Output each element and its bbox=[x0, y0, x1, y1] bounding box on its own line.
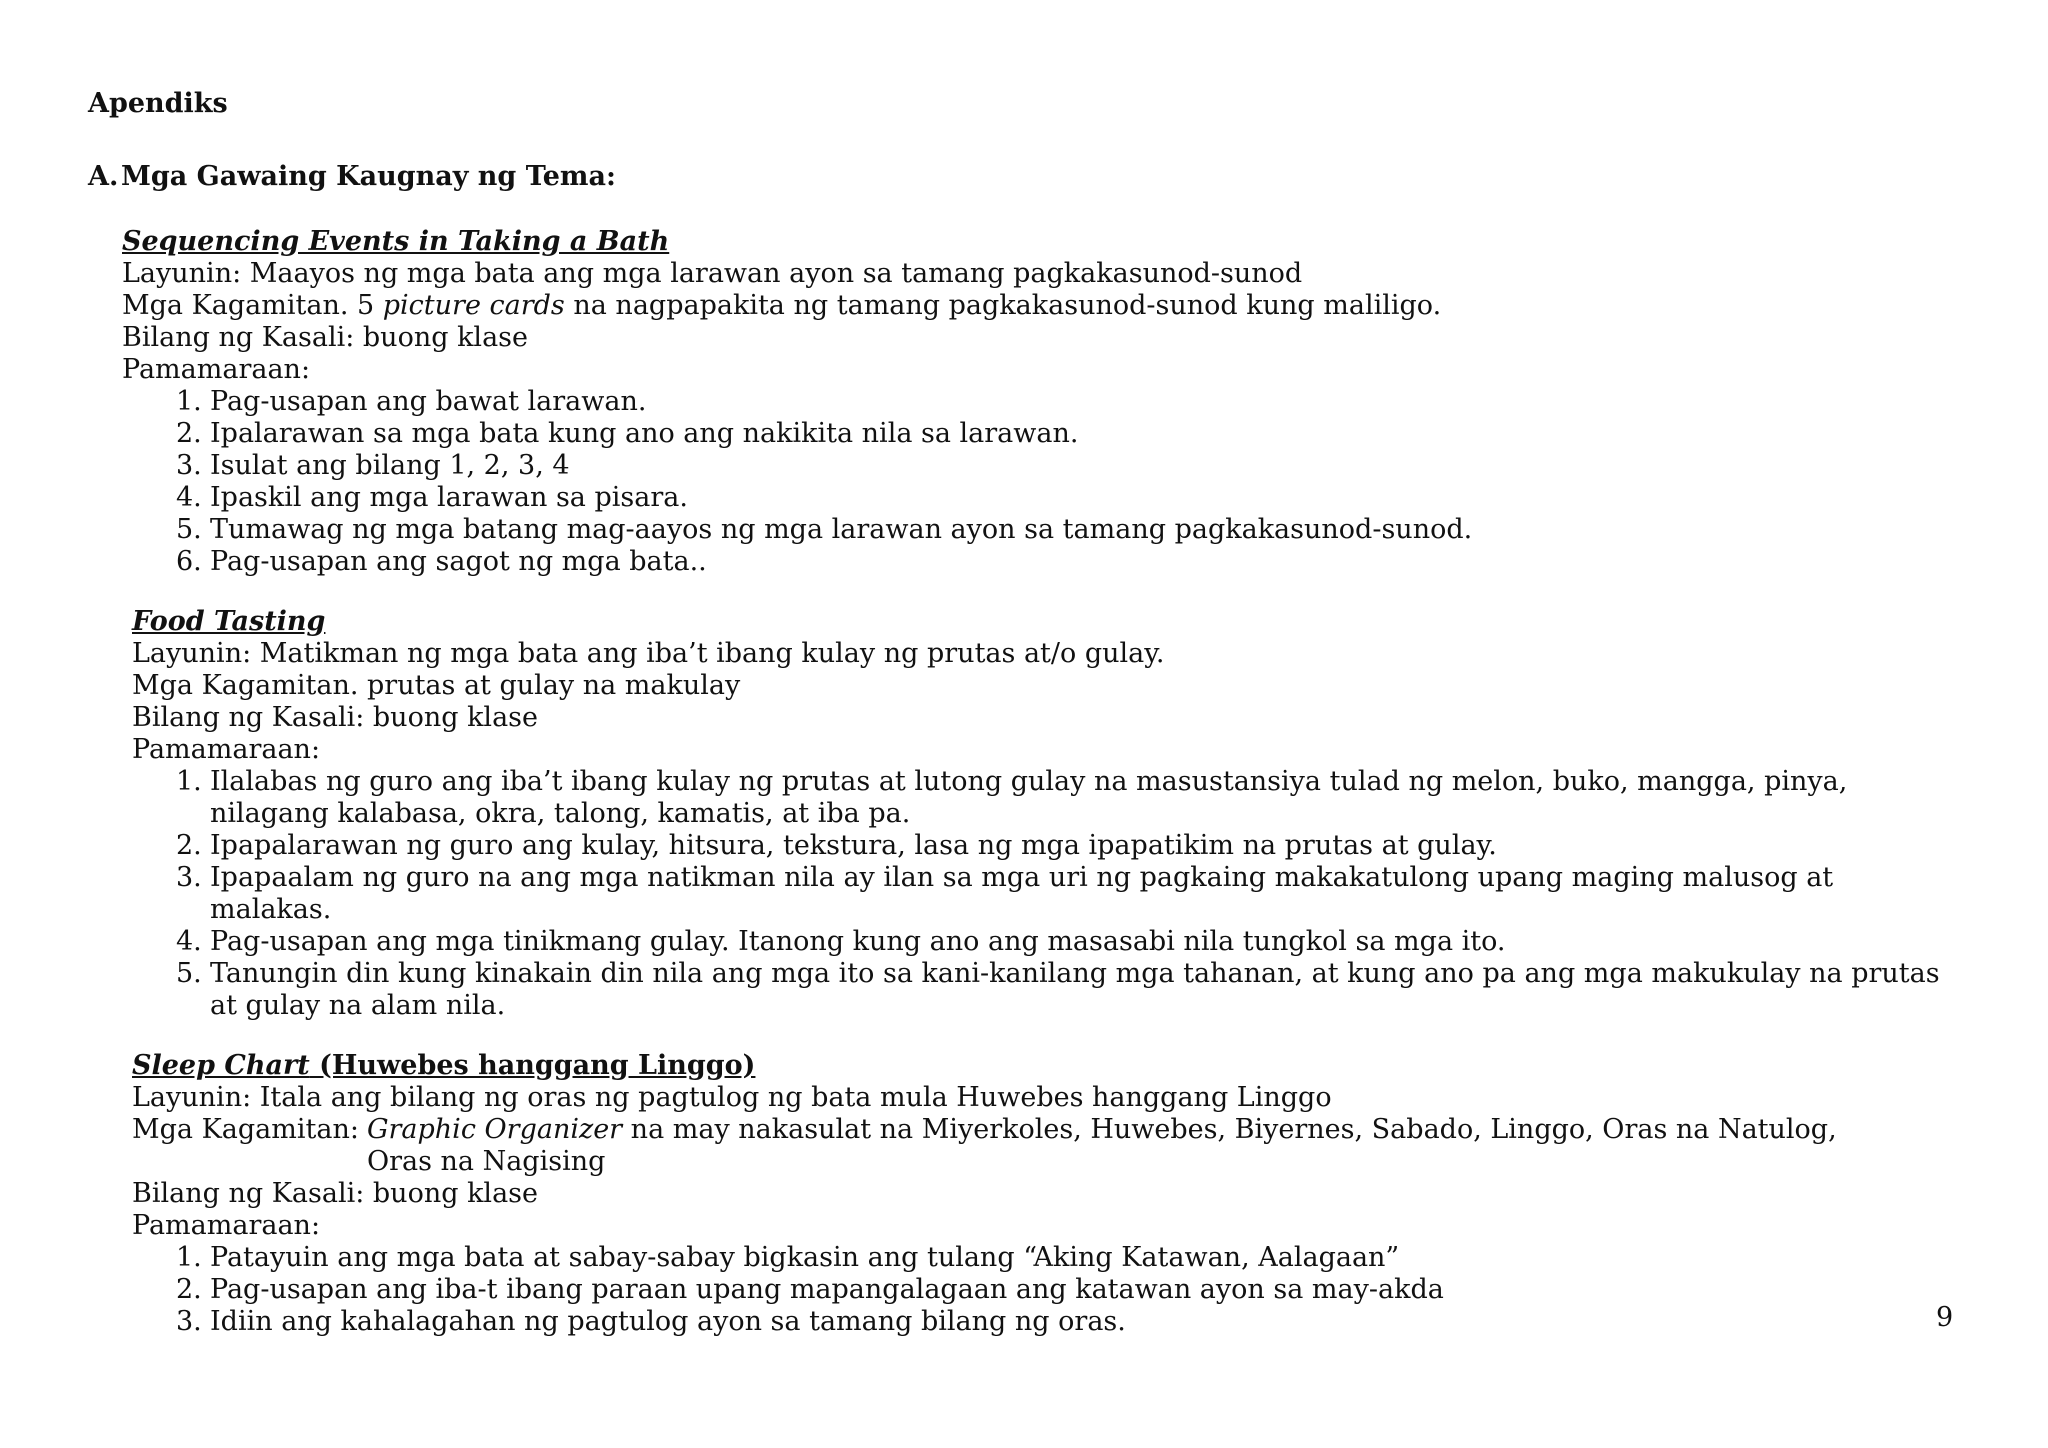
list-item: 6. Pag-usapan ang sagot ng mga bata.. bbox=[176, 546, 707, 577]
list-item: 3. Idiin ang kahalagahan ng pagtulog ayon sa tamang bilang ng oras. bbox=[176, 1306, 1126, 1337]
section-a-title: Mga Gawaing Kaugnay ng Tema: bbox=[121, 161, 616, 192]
list-item: 1. Ilalabas ng guro ang iba’t ibang kulay ng prutas at lutong gulay na masustansiya tulad ng melon, buko, mangga, pinya, nilagang kalabasa, okra, talong, kamatis, at iba pa. bbox=[176, 766, 1848, 829]
activity-participants: Bilang ng Kasali: buong klase bbox=[132, 1178, 539, 1209]
procedure-list bbox=[132, 766, 1950, 1022]
section-a-heading bbox=[88, 161, 616, 193]
section-a-letter: A. bbox=[88, 161, 119, 192]
activity-title: Food Tasting bbox=[132, 606, 326, 637]
activity-materials: Mga Kagamitan. 5 picture cards na nagpapakita ng tamang pagkakasunod-sunod kung maliligo. bbox=[122, 290, 1442, 321]
activity-materials: Mga Kagamitan. prutas at gulay na makulay bbox=[132, 670, 741, 701]
procedure-list bbox=[122, 386, 1710, 578]
activity-participants: Bilang ng Kasali: buong klase bbox=[132, 702, 539, 733]
list-item: 2. Ipapalarawan ng guro ang kulay, hitsura, tekstura, lasa ng mga ipapatikim na prutas at gulay. bbox=[176, 830, 1497, 861]
list-item: 3. Isulat ang bilang 1, 2, 3, 4 bbox=[176, 450, 570, 481]
activity-procedure-label: Pamamaraan: bbox=[122, 354, 311, 385]
activity-procedure-label: Pamamaraan: bbox=[132, 1210, 321, 1241]
activity-participants: Bilang ng Kasali: buong klase bbox=[122, 322, 529, 353]
list-item: 1. Pag-usapan ang bawat larawan. bbox=[176, 386, 647, 417]
list-item: 4. Ipaskil ang mga larawan sa pisara. bbox=[176, 482, 688, 513]
activity-objective: Layunin: Matikman ng mga bata ang iba’t ibang kulay ng prutas at/o gulay. bbox=[132, 638, 1165, 669]
activity-sleep-chart bbox=[132, 1050, 1950, 1338]
activity-objective: Layunin: Itala ang bilang ng oras ng pagtulog ng bata mula Huwebes hanggang Linggo bbox=[132, 1082, 1332, 1113]
list-item: 3. Ipapaalam ng guro na ang mga natikman nila ay ilan sa mga uri ng pagkaing makakatulong upang maging malusog at malakas. bbox=[176, 862, 1834, 925]
list-item: 1. Patayuin ang mga bata at sabay-sabay bigkasin ang tulang “Aking Katawan, Aalagaan” bbox=[176, 1242, 1400, 1273]
activity-sequencing bbox=[122, 226, 1710, 578]
list-item: 5. Tumawag ng mga batang mag-aayos ng mga larawan ayon sa tamang pagkakasunod-sunod. bbox=[176, 514, 1473, 545]
list-item: 2. Ipalarawan sa mga bata kung ano ang nakikita nila sa larawan. bbox=[176, 418, 1079, 449]
list-item: 5. Tanungin din kung kinakain din nila ang mga ito sa kani-kanilang mga tahanan, at kung ano pa ang mga makukulay na prutas at gulay na alam nila. bbox=[176, 958, 1940, 1021]
appendix-title: Apendiks bbox=[88, 88, 228, 119]
activity-procedure-label: Pamamaraan: bbox=[132, 734, 321, 765]
procedure-list bbox=[132, 1242, 1950, 1338]
list-item: 4. Pag-usapan ang mga tinikmang gulay. Itanong kung ano ang masasabi nila tungkol sa mga ito. bbox=[176, 926, 1506, 957]
activity-title: Sequencing Events in Taking a Bath bbox=[122, 226, 670, 257]
activity-title: Sleep Chart (Huwebes hanggang Linggo) bbox=[132, 1050, 756, 1081]
activity-food-tasting bbox=[132, 606, 1950, 1022]
list-item: 2. Pag-usapan ang iba-t ibang paraan upang mapangalagaan ang katawan ayon sa may-akda bbox=[176, 1274, 1444, 1305]
activity-objective: Layunin: Maayos ng mga bata ang mga larawan ayon sa tamang pagkakasunod-sunod bbox=[122, 258, 1303, 289]
activity-materials: Mga Kagamitan: Graphic Organizer na may nakasulat na Miyerkoles, Huwebes, Biyernes, Sabado, Linggo, Oras na Natulog, Oras na Nagising bbox=[132, 1114, 1837, 1177]
page-number: 9 bbox=[1936, 1302, 1954, 1333]
